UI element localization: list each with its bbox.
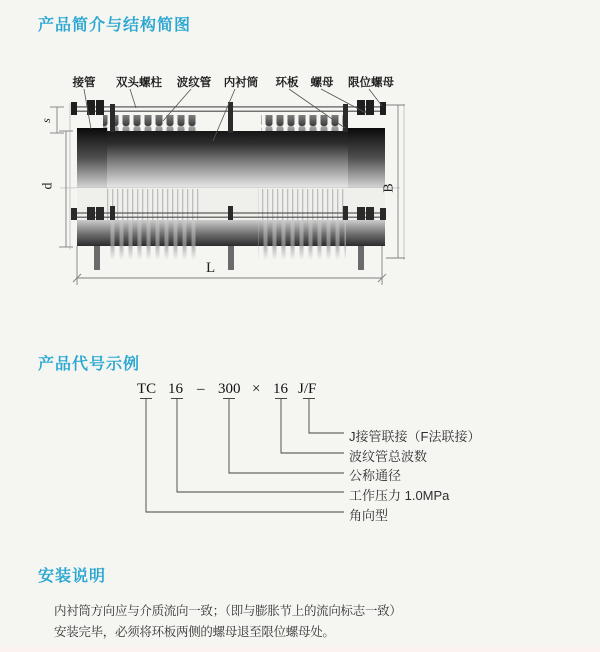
- code-heading: 产品代号示例: [38, 356, 141, 373]
- code-token-times: ×: [252, 381, 261, 397]
- dim-d: d: [40, 182, 56, 190]
- legend-connection: J接管联接（F法联接）: [349, 429, 481, 444]
- install-note-1: 内衬筒方向应与介质流向一致；（即与膨胀节上的流向标志一致）: [54, 604, 402, 618]
- top-tie-rods: [72, 105, 405, 112]
- bellows-fins-upper: [103, 115, 346, 133]
- dim-b: B: [381, 183, 397, 193]
- dim-l: L: [206, 260, 216, 276]
- label-limit-nut: 限位螺母: [348, 77, 394, 89]
- label-connecting-pipe: 接管: [72, 77, 96, 89]
- code-token-type: TC: [137, 381, 157, 397]
- code-token-diameter: 300: [218, 381, 241, 397]
- label-inner-liner: 内衬筒: [223, 77, 259, 89]
- code-token-waves: 16: [273, 381, 288, 397]
- bellows-fins-lower: [100, 246, 352, 260]
- legend-type: 角向型: [349, 508, 389, 523]
- install-heading: 安装说明: [38, 568, 107, 585]
- label-bellows: 波纹管: [176, 77, 212, 89]
- legend-pressure: 工作压力 1.0MPa: [349, 488, 450, 503]
- legend-diameter: 公称通径: [349, 468, 402, 483]
- code-token-connection: J/F: [298, 381, 317, 397]
- label-double-stud: 双头螺柱: [116, 77, 162, 89]
- legend-wave-count: 波纹管总波数: [349, 449, 428, 464]
- body-bottom-bar: [77, 220, 385, 246]
- label-ring-plate: 环板: [275, 77, 299, 89]
- code-token-pressure: 16: [168, 381, 183, 397]
- install-note-2: 安装完毕，必须将环板两侧的螺母退至限位螺母处。: [54, 625, 335, 639]
- code-token-dash: –: [197, 381, 205, 397]
- dim-s: s: [38, 118, 53, 123]
- code-connectors: [140, 399, 344, 513]
- body-upper-half: [77, 128, 385, 188]
- label-nut: 螺母: [310, 77, 334, 89]
- intro-heading: 产品简介与结构简图: [38, 17, 192, 34]
- page-bottom-edge: [0, 645, 600, 652]
